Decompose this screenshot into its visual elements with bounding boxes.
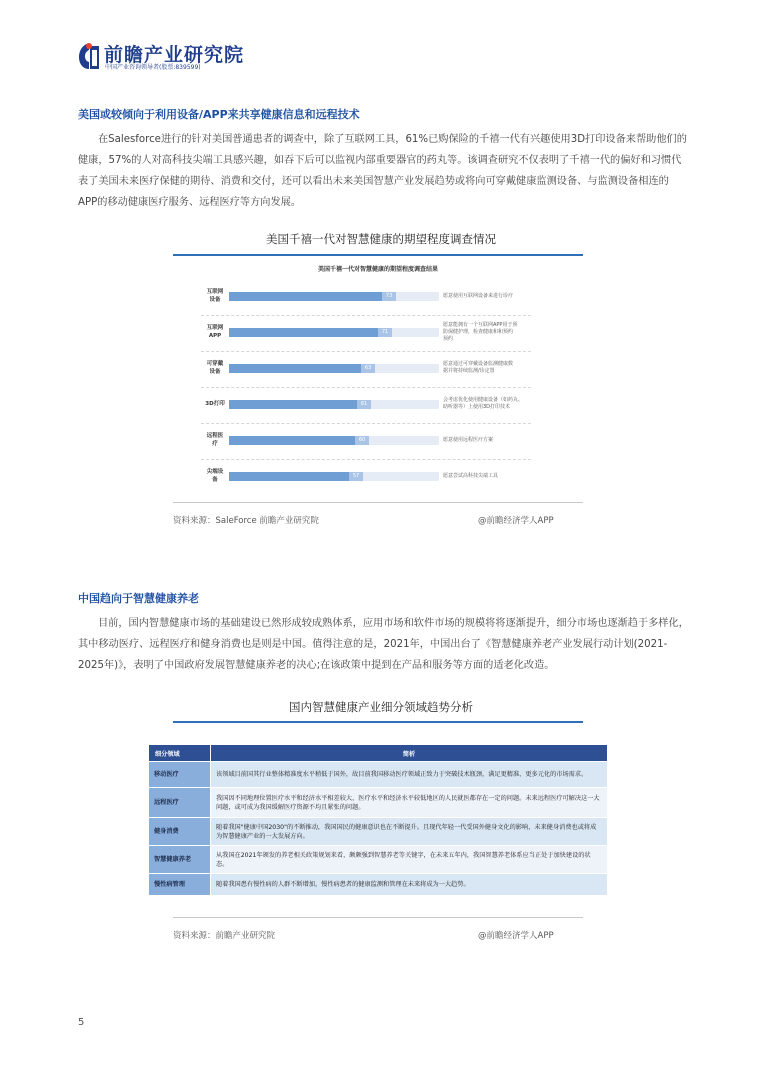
chart-bar-description-line: 愿意通过可穿戴设备监测健康数 [443, 361, 514, 367]
chart-bar-description [443, 437, 523, 444]
logo-mark-icon [78, 42, 100, 70]
chart-bar-track [229, 364, 439, 373]
chart-category-label-line: 疗 [212, 441, 218, 447]
paragraph-line: 在Salesforce进行的针对美国普通患者的调查中，除了互联网工具，61%已购保险的千禧一代有兴趣使用3D打印设备来帮助他们的 [98, 134, 687, 145]
table-cell-analysis: 随着我国"健康中国2030"的不断推动，我国国民的健康意识也在不断提升。且现代年轻一代受国外健身文化的影响，未来健身消费也或将成为智慧健康产业的一大发展方向。 [211, 818, 608, 846]
chart-data-label: 71 [378, 328, 392, 337]
chart-category-label [201, 468, 229, 484]
paragraph-line: 目前，国内智慧健康市场的基础建设已然形成较成熟体系，应用市场和软件市场的规模将将逐渐提升，细分市场也逐渐趋于多样化， [98, 618, 689, 629]
section2-heading: 中国趋向于智慧健康养老 [78, 592, 199, 605]
chart-row-separator [201, 423, 531, 424]
chart-data-label: 61 [357, 400, 371, 409]
chart-bar-track [229, 436, 439, 445]
chart-row-separator [201, 351, 531, 352]
table-row [149, 818, 608, 846]
figure1-source: 资料来源：SaleForce 前瞻产业研究院 [173, 516, 319, 526]
chart-data-label: 57 [349, 472, 363, 481]
chart-category-label-line: 可穿戴 [206, 361, 224, 367]
page-number: 5 [78, 1017, 85, 1028]
chart-data-label: 73 [382, 292, 396, 301]
figure2-top-rule [173, 721, 583, 723]
chart-bar [229, 400, 357, 409]
chart-category-label-line: 尖端设 [206, 469, 224, 475]
table-header-field: 细分领域 [149, 745, 211, 762]
table-cell-field: 远程医疗 [149, 788, 211, 818]
chart-bar-description-line: 愿意使用远程医疗方案 [443, 436, 494, 443]
chart-data-label: 60 [355, 436, 369, 445]
chart-bar-description-line: 预约 [443, 335, 454, 342]
chart-data-label: 63 [361, 364, 375, 373]
table-cell-analysis: 从我国在2021年颁发的养老相关政策规划来看，颇颇强到智慧养老等关键字，在未来五年内，我国智慧养老体系应当正处于加快建设的状态。 [211, 846, 608, 874]
figure2-source: 资料来源：前瞻产业研究院 [173, 931, 276, 941]
chart-bar [229, 328, 378, 337]
paragraph-line: APP的移动健康医疗服务、远程医疗等方向发展。 [78, 197, 302, 208]
logo-subtitle: 中国产业咨询领导者(股票:839599) [105, 64, 201, 71]
chart-row-separator [201, 387, 531, 388]
figure1-title: 美国千禧一代对智慧健康的期望程度调查情况 [266, 232, 496, 246]
table-row [149, 846, 608, 874]
chart-bar-track [229, 292, 439, 301]
table-cell-field: 慢性病管理 [149, 874, 211, 896]
table-row [149, 788, 608, 818]
table-cell-field: 健身消费 [149, 818, 211, 846]
chart-row-separator [201, 459, 531, 460]
table-header-row [149, 745, 608, 762]
paragraph-line: 表了美国未来医疗保健的期待、消费和交付，还可以看出未来美国智慧产业发展趋势或将向可穿戴健康监测设备、与监测设备相连的 [78, 176, 669, 187]
trend-table-wrapper [148, 744, 608, 896]
table-row [149, 874, 608, 896]
chart-category-label-line: 远程医 [206, 433, 224, 439]
figure2-bottom-rule [173, 917, 583, 918]
chart-bar-description [443, 293, 523, 300]
paragraph-line: 健康，57%的人对高科技尖端工具感兴趣，如吞下后可以监视内部重要器官的药丸等。该调查研究不仅表明了千禧一代的偏好和习惯代 [78, 155, 682, 166]
paragraph-line: 2025年)》，表明了中国政府发展智慧健康养老的决心;在该政策中提到在产品和服务等方面的适老化改造。 [78, 660, 555, 671]
figure1-credit: @前瞻经济学人APP [478, 516, 554, 526]
table-cell-analysis: 我国因不同地理位置医疗水平和经济水平相差较大，医疗水平和经济水平较低地区的人民就医都存在一定的问题。未来远程医疗可解决这一大问题，或可成为我国缓解医疗资源不均且紧张的问题。 [211, 788, 608, 818]
chart-bar [229, 292, 382, 301]
chart-bar [229, 364, 361, 373]
chart-bar-description [443, 397, 523, 411]
chart-category-label-line: APP [208, 333, 222, 339]
chart-bar-description-line: 愿意能拥有一个互联网APP用于预 [443, 321, 518, 328]
chart-category-label-line: 互联网 [206, 289, 224, 295]
section1-paragraph [78, 129, 687, 213]
table-row [149, 762, 608, 788]
logo-title: 前瞻产业研究院 [104, 44, 245, 66]
trend-table [148, 744, 608, 896]
chart-bar-description [443, 473, 523, 480]
chart-bar-track [229, 472, 439, 481]
chart-bar-description [443, 322, 523, 343]
chart-bar-description-line: 据并将持续监测/诊定置 [443, 368, 495, 374]
chart-bar-track [229, 400, 439, 409]
table-header-analysis: 简析 [211, 745, 608, 762]
chart-title: 美国千禧一代对智慧健康的期望程度调查结果 [317, 266, 438, 273]
chart-category-label-line: 3D打印 [205, 401, 225, 407]
section1-heading: 美国或较倾向于利用设备/APP来共享健康信息和远程技术 [78, 108, 360, 121]
chart-bar [229, 436, 355, 445]
chart-bar [229, 472, 349, 481]
paragraph-line: 其中移动医疗、远程医疗和健身消费也是则是中国。值得注意的是，2021年，中国出台了《智慧健康养老产业发展行动计划(2021- [78, 639, 668, 650]
figure2-credit: @前瞻经济学人APP [478, 931, 554, 941]
chart-bar-description [443, 361, 523, 375]
table-cell-field: 移动医疗 [149, 762, 211, 788]
logo [78, 40, 258, 74]
chart-category-label [201, 432, 229, 448]
chart-row-separator [201, 315, 531, 316]
chart-category-label [201, 360, 229, 376]
chart-category-label-line: 设备 [209, 369, 221, 375]
figure2-title: 国内智慧健康产业细分领域趋势分析 [289, 700, 473, 714]
table-cell-analysis: 随着我国患有慢性病的人群不断增加，慢性病患者的健康监测和管理在未来将成为一大趋势。 [211, 874, 608, 896]
chart-bar-description-line: 会考虑优化使用健康设备（如药丸、 [443, 397, 524, 403]
chart-bar-track [229, 328, 439, 337]
chart-category-label-line: 设备 [209, 297, 221, 303]
chart-category-label [201, 400, 229, 408]
chart-category-label [201, 324, 229, 340]
table-cell-field: 智慧健康养老 [149, 846, 211, 874]
chart-bar-description-line: 助听器等）上使用3D打印技术 [443, 404, 511, 410]
chart-category-label-line: 互联网 [206, 325, 224, 331]
survey-chart [173, 256, 583, 500]
table-cell-analysis: 该领域目前国其行业整体精准度水平稍低于国外，故目前我国移动医疗领域正致力于突破技术瓶颈，满足更精准、更多元化的市场需求。 [211, 762, 608, 788]
chart-category-label-line: 备 [212, 477, 218, 483]
chart-category-label [201, 288, 229, 304]
section2-paragraph [78, 613, 689, 676]
chart-bar-description-line: 防保健护理，检查健康和和预约 [443, 328, 514, 335]
chart-bar-description-line: 愿意尝试高科技尖端工具 [443, 472, 499, 479]
figure1-bottom-rule [173, 502, 583, 503]
chart-bar-description-line: 愿意使用互联网设备来进行诊疗 [443, 292, 514, 299]
